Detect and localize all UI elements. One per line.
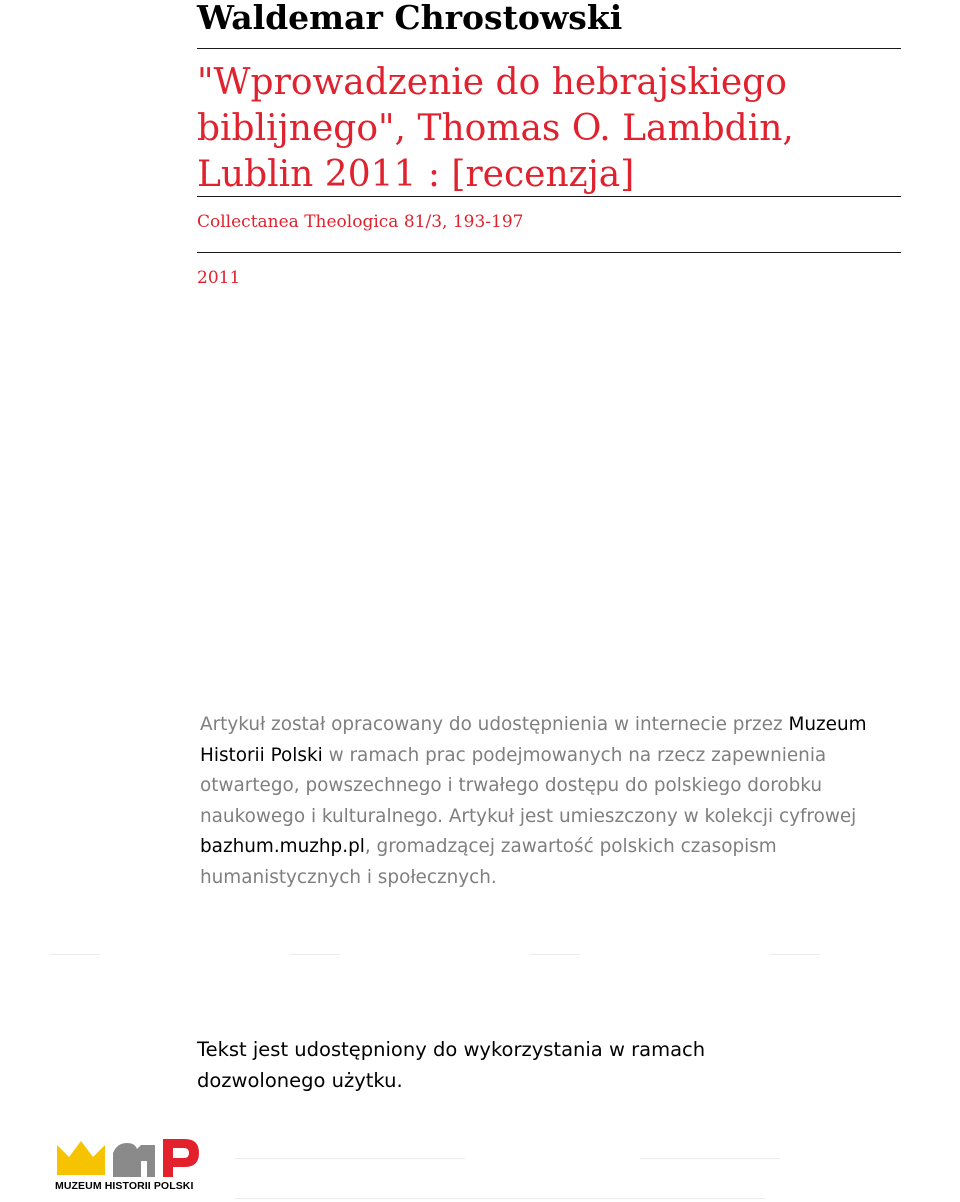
notice-intro: Artykuł został opracowany do udostępnienia w internecie przez [200, 714, 783, 736]
scan-artifact [640, 1158, 780, 1159]
publication-year: 2011 [197, 268, 241, 288]
author-name: Waldemar Chrostowski [197, 0, 623, 37]
divider [197, 48, 901, 49]
scan-artifact [50, 954, 100, 955]
divider [197, 252, 901, 253]
notice-end: , gromadzącej zawartość polskich czasopism humanistycznych i społecznych. [200, 836, 777, 888]
collection-link[interactable]: bazhum.muzhp.pl [200, 836, 365, 858]
scan-artifact [235, 1158, 465, 1159]
scan-artifact [290, 954, 340, 955]
article-title: "Wprowadzenie do hebrajskiego biblijnego", Thomas O. Lambdin, Lublin 2011 : [recenzja] [197, 62, 794, 195]
museum-name: Muzeum Historii Polski [200, 714, 867, 766]
scan-artifact [770, 954, 820, 955]
scan-artifact [530, 954, 580, 955]
letter-p-icon [163, 1139, 199, 1177]
divider [197, 196, 901, 197]
bust-icon [113, 1143, 155, 1177]
availability-notice [200, 710, 880, 893]
scan-artifact [235, 1198, 765, 1199]
logo-caption: MUZEUM HISTORII POLSKI [55, 1180, 194, 1192]
crown-icon [57, 1141, 105, 1175]
journal-citation: Collectanea Theologica 81/3, 193-197 [197, 212, 524, 232]
license-notice: Tekst jest udostępniony do wykorzystania w ramach dozwolonego użytku. [197, 1037, 706, 1092]
notice-body: w ramach prac podejmowanych na rzecz zapewnienia otwartego, powszechnego i trwałego dostępu do polskiego dorobku naukowego i kulturalnego. Artykuł jest umieszczony w kolekcji cyfrowej [200, 744, 857, 827]
